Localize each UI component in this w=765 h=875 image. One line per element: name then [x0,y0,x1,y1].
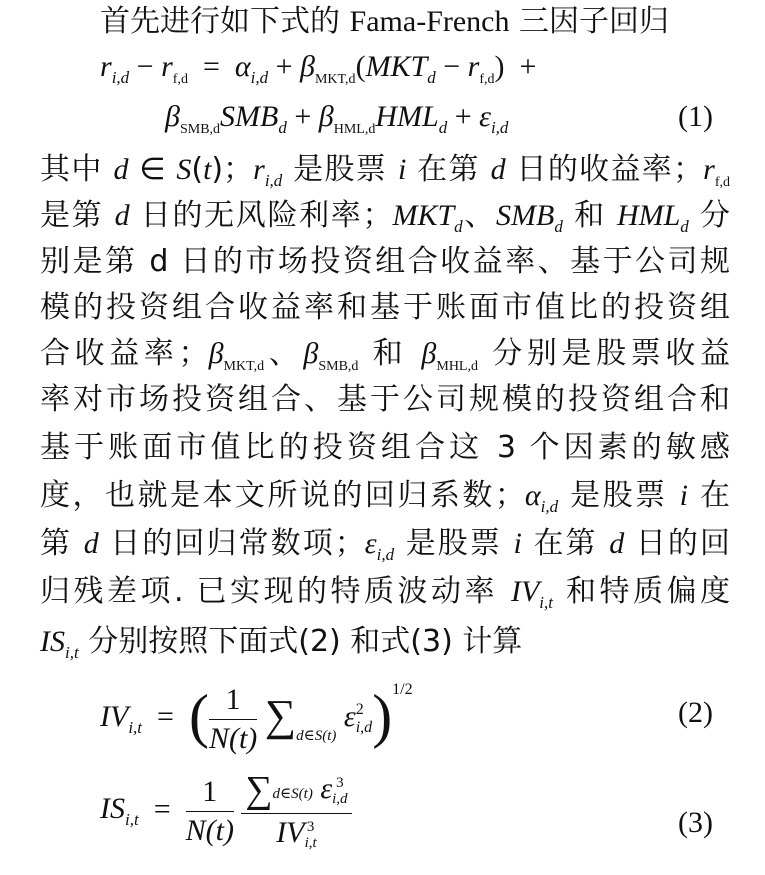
equation-3: $IS_{i,t}$ = $\frac{1}{N(t)}$ ∑d∈S(t) ε 3 i,d IV 3 i,t [100,772,352,851]
equation-2-number: (2) [678,696,713,729]
equation-3-number: (3) [678,806,713,839]
paragraph-line-5: 模的投资组合收益率和基于账面市值比的投资组 [40,290,730,325]
equation-1-line-b: $\beta_{SMB,d}SMB_d + \beta_{HML,d}HML_d + \varepsilon_{i,d}$ [165,100,509,137]
paragraph-line-2: 其中 d ∈ S(t)；$r_{i,d}$ 是股票 i 在第 d 日的收益率；$r_{f,d}$ [40,152,730,190]
paragraph-line-3: 是第 d 日的无风险利率；$MKT_d$、$SMB_d$ 和 $HML_d$ 分 [40,198,731,236]
paragraph-line-10: 第 d 日的回归常数项；$\varepsilon_{i,d}$ 是股票 i 在第 d 日的回 [40,526,730,564]
equation-2: $IV_{i,t}$ = ( $\frac{1}{N(t)}$ $\sum_{d\in S(t)}$ ε 2 i,d )$^{1/2}$ [100,681,413,755]
equation-1-line-a: $r_{i,d} - r_{f,d} = \alpha_{i,d} + \beta_{MKT,d}(MKT_d - r_{f,d})$ + [100,50,537,87]
paragraph-line-4: 别是第 d 日的市场投资组合收益率、基于公司规 [40,244,730,279]
paragraph-line-1: 首先进行如下式的 Fama-French 三因子回归 [100,4,670,39]
equation-1-number: (1) [678,100,713,133]
paragraph-line-8: 基于账面市值比的投资组合这 3 个因素的敏感 [40,430,730,465]
paragraph-line-12: $IS_{i,t}$ 分别按照下面式(2) 和式(3) 计算 [40,624,523,662]
paragraph-line-7: 率对市场投资组合、基于公司规模的投资组合和 [40,382,730,417]
paragraph-line-9: 度，也就是本文所说的回归系数；$\alpha_{i,d}$ 是股票 i 在 [40,478,730,516]
paragraph-line-11: 归残差项. 已实现的特质波动率 $IV_{i,t}$ 和特质偏度 [40,574,730,612]
paragraph-line-6: 合收益率；$\beta_{MKT,d}$、$\beta_{SMB,d}$ 和 $\beta_{MHL,d}$ 分别是股票收益 [40,336,731,374]
